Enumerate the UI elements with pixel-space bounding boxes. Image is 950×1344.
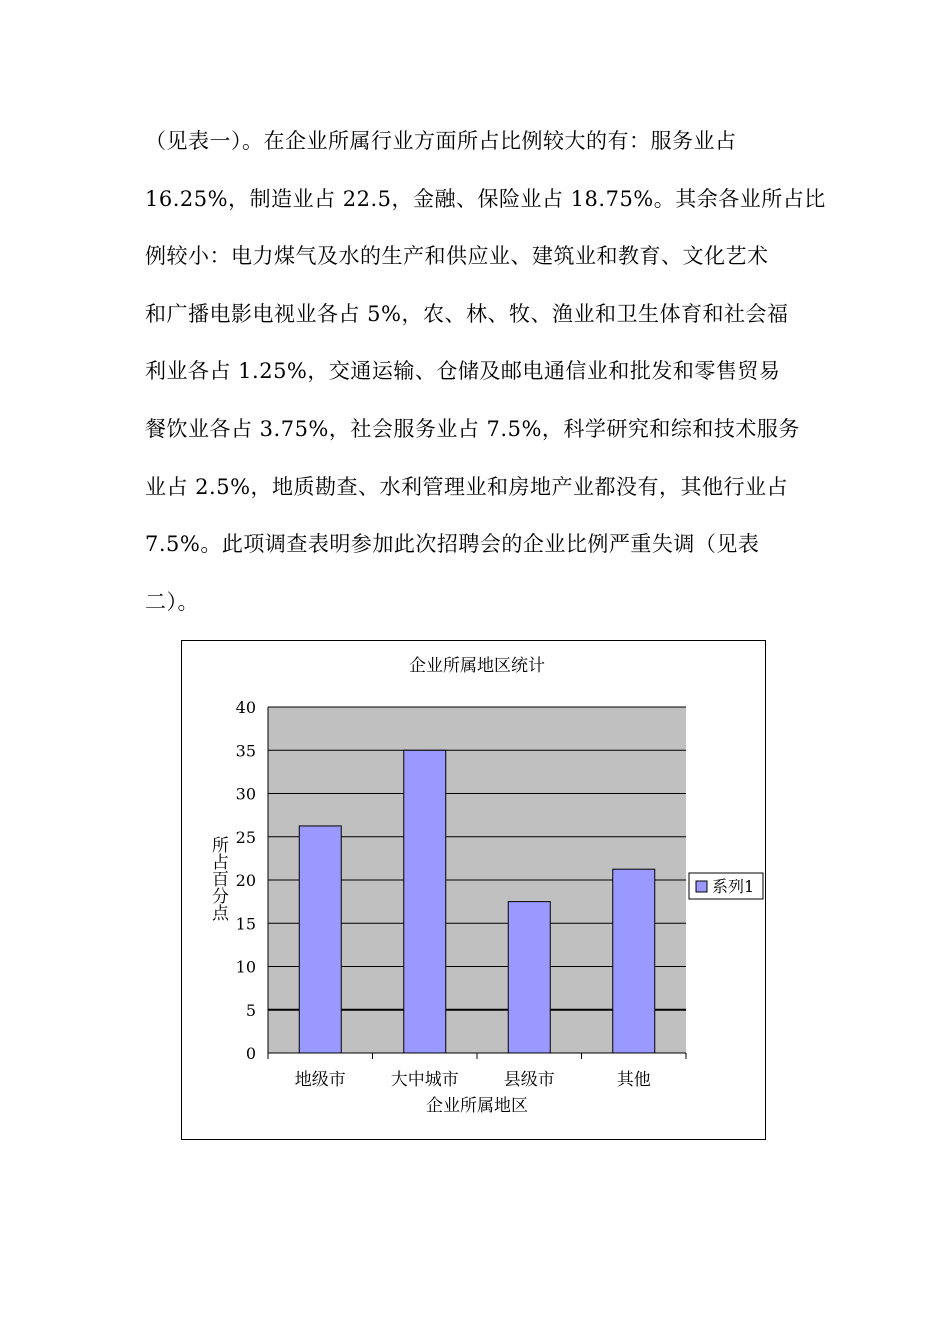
text-line: 业占 2.5%，地质勘查、水利管理业和房地产业都没有，其他行业占 xyxy=(145,474,789,499)
bar xyxy=(508,902,550,1053)
x-tick-label: 大中城市 xyxy=(390,1070,459,1090)
text-line: 和广播电影电视业各占 5%，农、林、牧、渔业和卫生体育和社会福 xyxy=(145,301,789,326)
x-tick-label: 其他 xyxy=(616,1070,651,1090)
bar xyxy=(613,869,655,1053)
text-line: （见表一）。在企业所属行业方面所占比例较大的有：服务业占 xyxy=(145,129,737,153)
y-tick-label: 0 xyxy=(245,1044,256,1063)
y-axis-label: 所占百分点 xyxy=(208,836,228,921)
x-tick-label: 县级市 xyxy=(503,1070,555,1090)
text-line: 利业各占 1.25%，交通运输、仓储及邮电通信业和批发和零售贸易 xyxy=(145,359,781,384)
text-line: 餐饮业各占 3.75%，社会服务业占 7.5%，科学研究和综和技术服务 xyxy=(145,416,800,441)
y-tick-label: 40 xyxy=(235,698,256,717)
text-line: 例较小：电力煤气及水的生产和供应业、建筑业和教育、文化艺术 xyxy=(145,244,769,269)
y-tick-label: 5 xyxy=(245,1000,256,1020)
x-tick-label: 地级市 xyxy=(294,1070,346,1090)
text-line: 16.25%，制造业占 22.5，金融、保险业占 18.75%。其余各业所占比 xyxy=(145,186,826,211)
bar xyxy=(404,750,446,1053)
bar xyxy=(299,826,341,1053)
text-line: 7.5%。此项调查表明参加此次招聘会的企业比例严重失调（见表 xyxy=(145,532,760,557)
text-line: 二）。 xyxy=(145,589,199,614)
legend-swatch xyxy=(696,881,707,892)
y-tick-label: 35 xyxy=(235,741,256,761)
body-text xyxy=(145,113,825,631)
legend-label: 系列1 xyxy=(712,877,755,896)
x-axis-label: 企业所属地区 xyxy=(426,1096,528,1116)
y-tick-label: 30 xyxy=(235,784,256,804)
y-tick-label: 15 xyxy=(235,914,256,934)
y-tick-label: 20 xyxy=(235,871,256,890)
chart-title: 企业所属地区统计 xyxy=(409,656,545,676)
chart-figure xyxy=(181,640,766,1140)
bar-chart xyxy=(182,641,767,1141)
y-tick-label: 25 xyxy=(235,827,256,847)
y-tick-label: 10 xyxy=(235,957,256,977)
